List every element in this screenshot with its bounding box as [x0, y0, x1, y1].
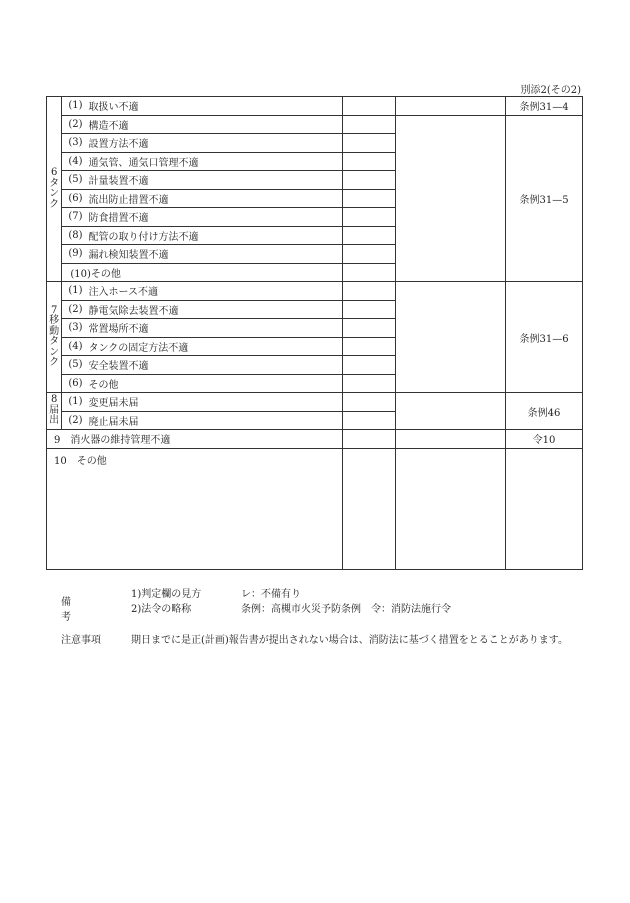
item-number: (4) — [62, 152, 89, 171]
item-text: 通気管、通気口管理不適 — [89, 152, 343, 171]
item-number: (6) — [62, 189, 89, 208]
group-label-char: 移 — [49, 315, 60, 326]
law-reference: 条例31—5 — [506, 115, 583, 282]
group-label-tank — [47, 97, 62, 282]
item-number: (1) — [62, 97, 89, 116]
check-cell[interactable] — [343, 319, 396, 338]
table-row — [47, 430, 583, 449]
table-row — [47, 97, 583, 116]
group-label-char: 届 — [49, 404, 60, 416]
check-cell[interactable] — [343, 97, 396, 116]
item-text: 変更届未届 — [89, 393, 343, 412]
item-text: 廃止届未届 — [89, 411, 343, 430]
group-label-char: ク — [49, 198, 60, 210]
note-cell[interactable] — [396, 97, 506, 116]
item-text: 流出防止措置不適 — [89, 189, 343, 208]
item-text: 計量装置不適 — [89, 171, 343, 190]
law-reference — [506, 448, 583, 569]
check-cell[interactable] — [343, 134, 396, 153]
item-number: (2) — [62, 115, 89, 134]
note-cell[interactable] — [396, 115, 506, 282]
notice-label: 注意事項 — [61, 635, 101, 646]
remarks-line1-b: レ：不備有り — [241, 589, 301, 600]
page-label: 別添2(その2) — [520, 85, 581, 96]
group-label-char: タ — [49, 177, 60, 189]
check-cell[interactable] — [343, 208, 396, 227]
remarks-body — [131, 587, 451, 617]
group-label-char: 6 — [50, 167, 58, 178]
group-label-char: ン — [49, 188, 60, 199]
check-cell[interactable] — [343, 171, 396, 190]
table-row — [47, 115, 583, 134]
inspection-table — [46, 96, 583, 570]
check-cell[interactable] — [343, 430, 396, 449]
item-text: 常置場所不適 — [89, 319, 343, 338]
check-cell[interactable] — [343, 282, 396, 301]
table-row — [47, 393, 583, 412]
check-cell[interactable] — [343, 152, 396, 171]
group-label-char: 8 — [50, 394, 58, 406]
table-row — [47, 448, 583, 569]
group-label-char: 出 — [49, 415, 60, 427]
item-number: (10) — [70, 268, 91, 280]
item-number: (5) — [62, 171, 89, 190]
check-cell[interactable] — [343, 189, 396, 208]
group-label-char: ン — [49, 346, 60, 358]
remarks-line2-b: 条例：高槻市火災予防条例 令：消防法施行令 — [241, 604, 451, 615]
check-cell[interactable] — [343, 245, 396, 264]
note-cell[interactable] — [396, 430, 506, 449]
item-text: 安全装置不適 — [89, 356, 343, 375]
group-label-char: タ — [49, 336, 60, 347]
note-cell[interactable] — [396, 448, 506, 569]
check-cell[interactable] — [343, 263, 396, 282]
item-number: (5) — [62, 356, 89, 375]
item-number: (7) — [62, 208, 89, 227]
item-number: (2) — [62, 300, 89, 319]
check-cell[interactable] — [343, 411, 396, 430]
item-number: (6) — [62, 374, 89, 393]
remarks-label: 備考 — [61, 597, 87, 623]
remarks-line1-a: 1)判定欄の見方 — [131, 589, 202, 600]
item-number: (3) — [62, 134, 89, 153]
item-number: (8) — [62, 226, 89, 245]
item-text: 設置方法不適 — [89, 134, 343, 153]
item-text: 防食措置不適 — [89, 208, 343, 227]
table-row — [47, 282, 583, 301]
remarks-line2-a: 2)法令の略称 — [131, 604, 192, 615]
item-text: 静電気除去装置不適 — [89, 300, 343, 319]
check-cell[interactable] — [343, 300, 396, 319]
notice-text: 期日までに是正(計画)報告書が提出されない場合は、消防法に基づく措置をとることがあります。 — [131, 635, 569, 646]
item-number: (1) — [62, 393, 89, 412]
item-number: (1) — [62, 282, 89, 301]
group-label-char: ク — [49, 357, 60, 368]
check-cell[interactable] — [343, 115, 396, 134]
note-cell[interactable] — [396, 393, 506, 430]
group-label-mobile-tank — [47, 282, 62, 393]
group-label-notification — [47, 393, 62, 430]
item-text: 漏れ検知装置不適 — [89, 245, 343, 264]
item-number: (3) — [62, 319, 89, 338]
item-text: 配管の取り付け方法不適 — [89, 226, 343, 245]
law-reference: 令10 — [506, 430, 583, 449]
item-text: 注入ホース不適 — [89, 282, 343, 301]
law-reference: 条例46 — [506, 393, 583, 430]
check-cell[interactable] — [343, 226, 396, 245]
group-label-char: 動 — [49, 325, 60, 337]
item-number: (2) — [62, 411, 89, 430]
item-text: 構造不適 — [89, 115, 343, 134]
check-cell[interactable] — [343, 374, 396, 393]
note-cell[interactable] — [396, 282, 506, 393]
item-number: (9) — [62, 245, 89, 264]
group-label-char: 7 — [50, 304, 58, 316]
item-number: (4) — [62, 337, 89, 356]
item-text: 9 消火器の維持管理不適 — [47, 430, 343, 449]
law-reference: 条例31—4 — [506, 97, 583, 116]
check-cell[interactable] — [343, 393, 396, 412]
item-text: 10 その他 — [47, 448, 343, 569]
item-text: タンクの固定方法不適 — [89, 337, 343, 356]
check-cell[interactable] — [343, 356, 396, 375]
check-cell[interactable] — [343, 448, 396, 569]
item-text: 取扱い不適 — [89, 97, 343, 116]
item-text: その他 — [89, 374, 343, 393]
item-text-label: その他 — [90, 268, 121, 280]
item-text — [62, 263, 343, 282]
check-cell[interactable] — [343, 337, 396, 356]
law-reference: 条例31—6 — [506, 282, 583, 393]
